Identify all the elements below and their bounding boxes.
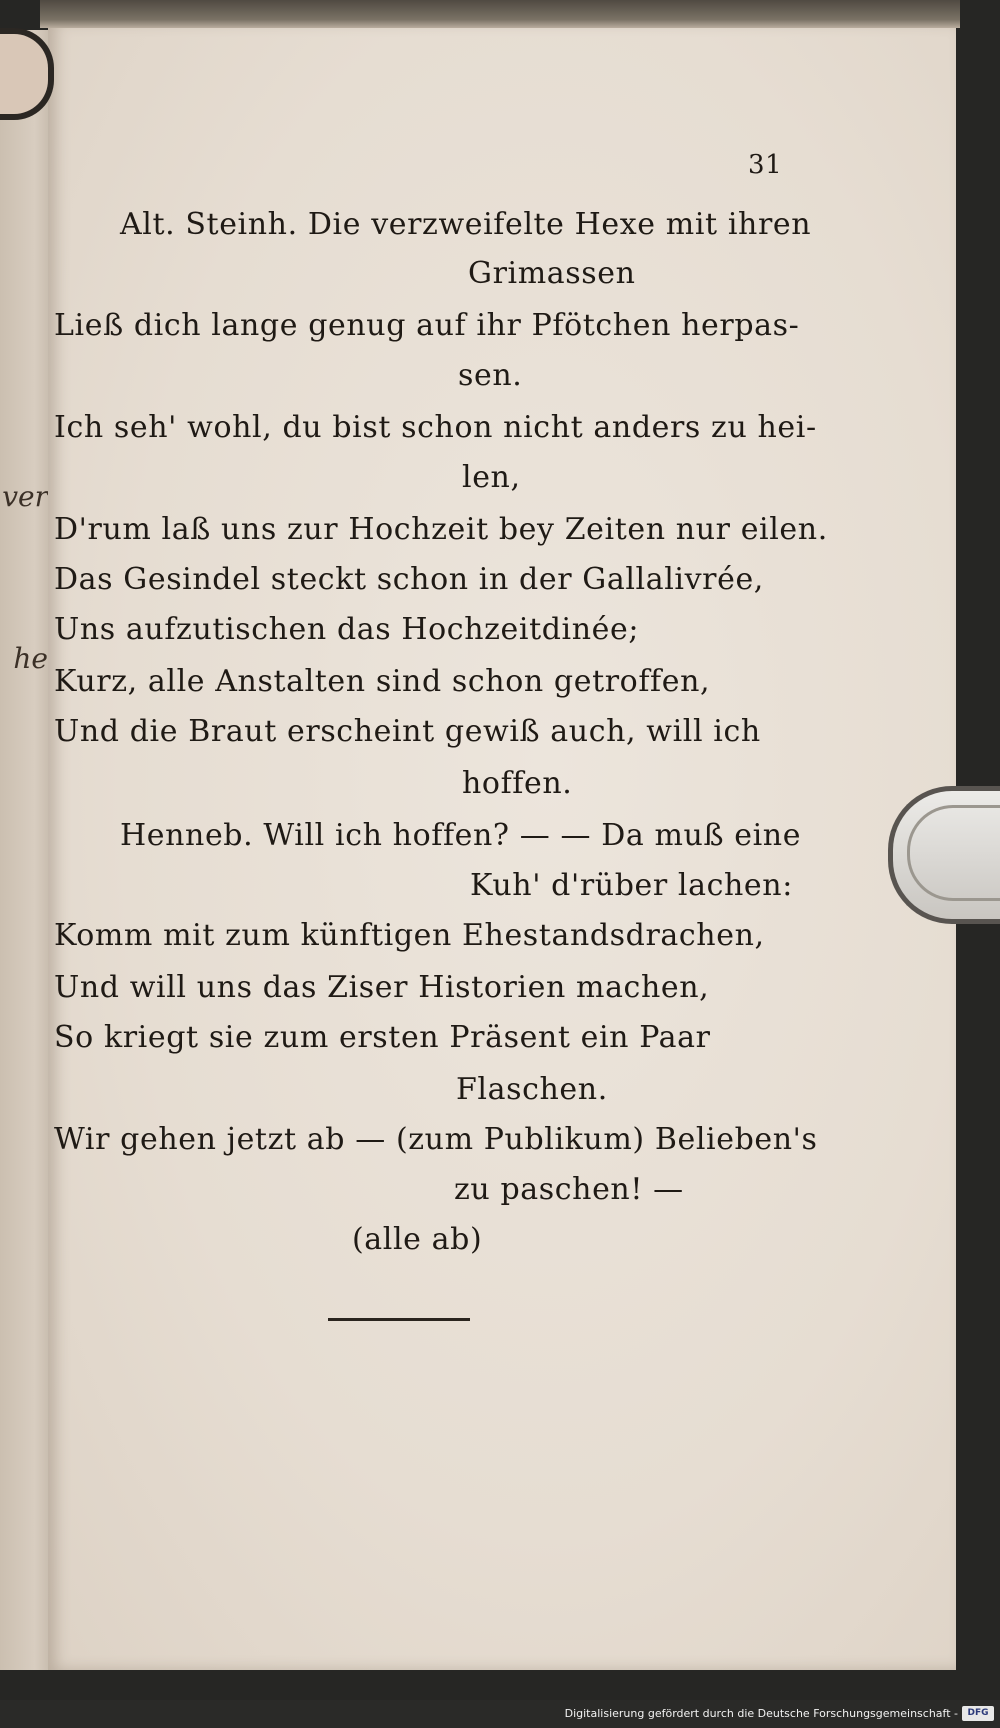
page-number: 31 [748,150,783,180]
text-line: Henneb. Will ich hoffen? — — Da muß eine [120,818,802,853]
text-line: hoffen. [462,766,573,801]
footer-bar [0,1700,1000,1728]
text-line: D'rum laß uns zur Hochzeit bey Zeiten nur eilen. [54,512,828,547]
text-line: len, [462,460,521,495]
text-line: Flaschen. [456,1072,608,1107]
text-line: Kuh' d'rüber lachen: [470,868,793,903]
facing-page-fragment: ver [2,480,48,513]
page-clip-inner [907,805,1000,901]
text-line: Uns aufzutischen das Hochzeitdinée; [54,612,640,647]
text-line: Ließ dich lange genug auf ihr Pfötchen herpas- [54,308,800,343]
text-line: Kurz, alle Anstalten sind schon getroffen, [54,664,711,699]
end-rule [328,1318,470,1321]
page-clip [888,786,1000,924]
text-line: (alle ab) [352,1222,483,1257]
text-line: Und die Braut erscheint gewiß auch, will ich [54,714,761,749]
text-line: Grimassen [468,256,636,291]
text-line: sen. [458,358,523,393]
footer-credit: Digitalisierung gefördert durch die Deutsche Forschungsgemeinschaft - [564,1707,958,1720]
text-line: Ich seh' wohl, du bist schon nicht anders zu hei- [54,410,817,445]
text-line: zu paschen! — [454,1172,684,1207]
text-line: Komm mit zum künftigen Ehestandsdrachen, [54,918,765,953]
text-line: Wir gehen jetzt ab — (zum Publikum) Belieben's [54,1122,818,1157]
text-line: Das Gesindel steckt schon in der Gallalivrée, [54,562,764,597]
text-line: Und will uns das Ziser Historien machen, [54,970,710,1005]
text-line: So kriegt sie zum ersten Präsent ein Paar [54,1020,711,1055]
dfg-logo: DFG [962,1706,994,1721]
text-line: Alt. Steinh. Die verzweifelte Hexe mit ihren [120,207,812,242]
facing-page-fragment: he [13,642,48,675]
